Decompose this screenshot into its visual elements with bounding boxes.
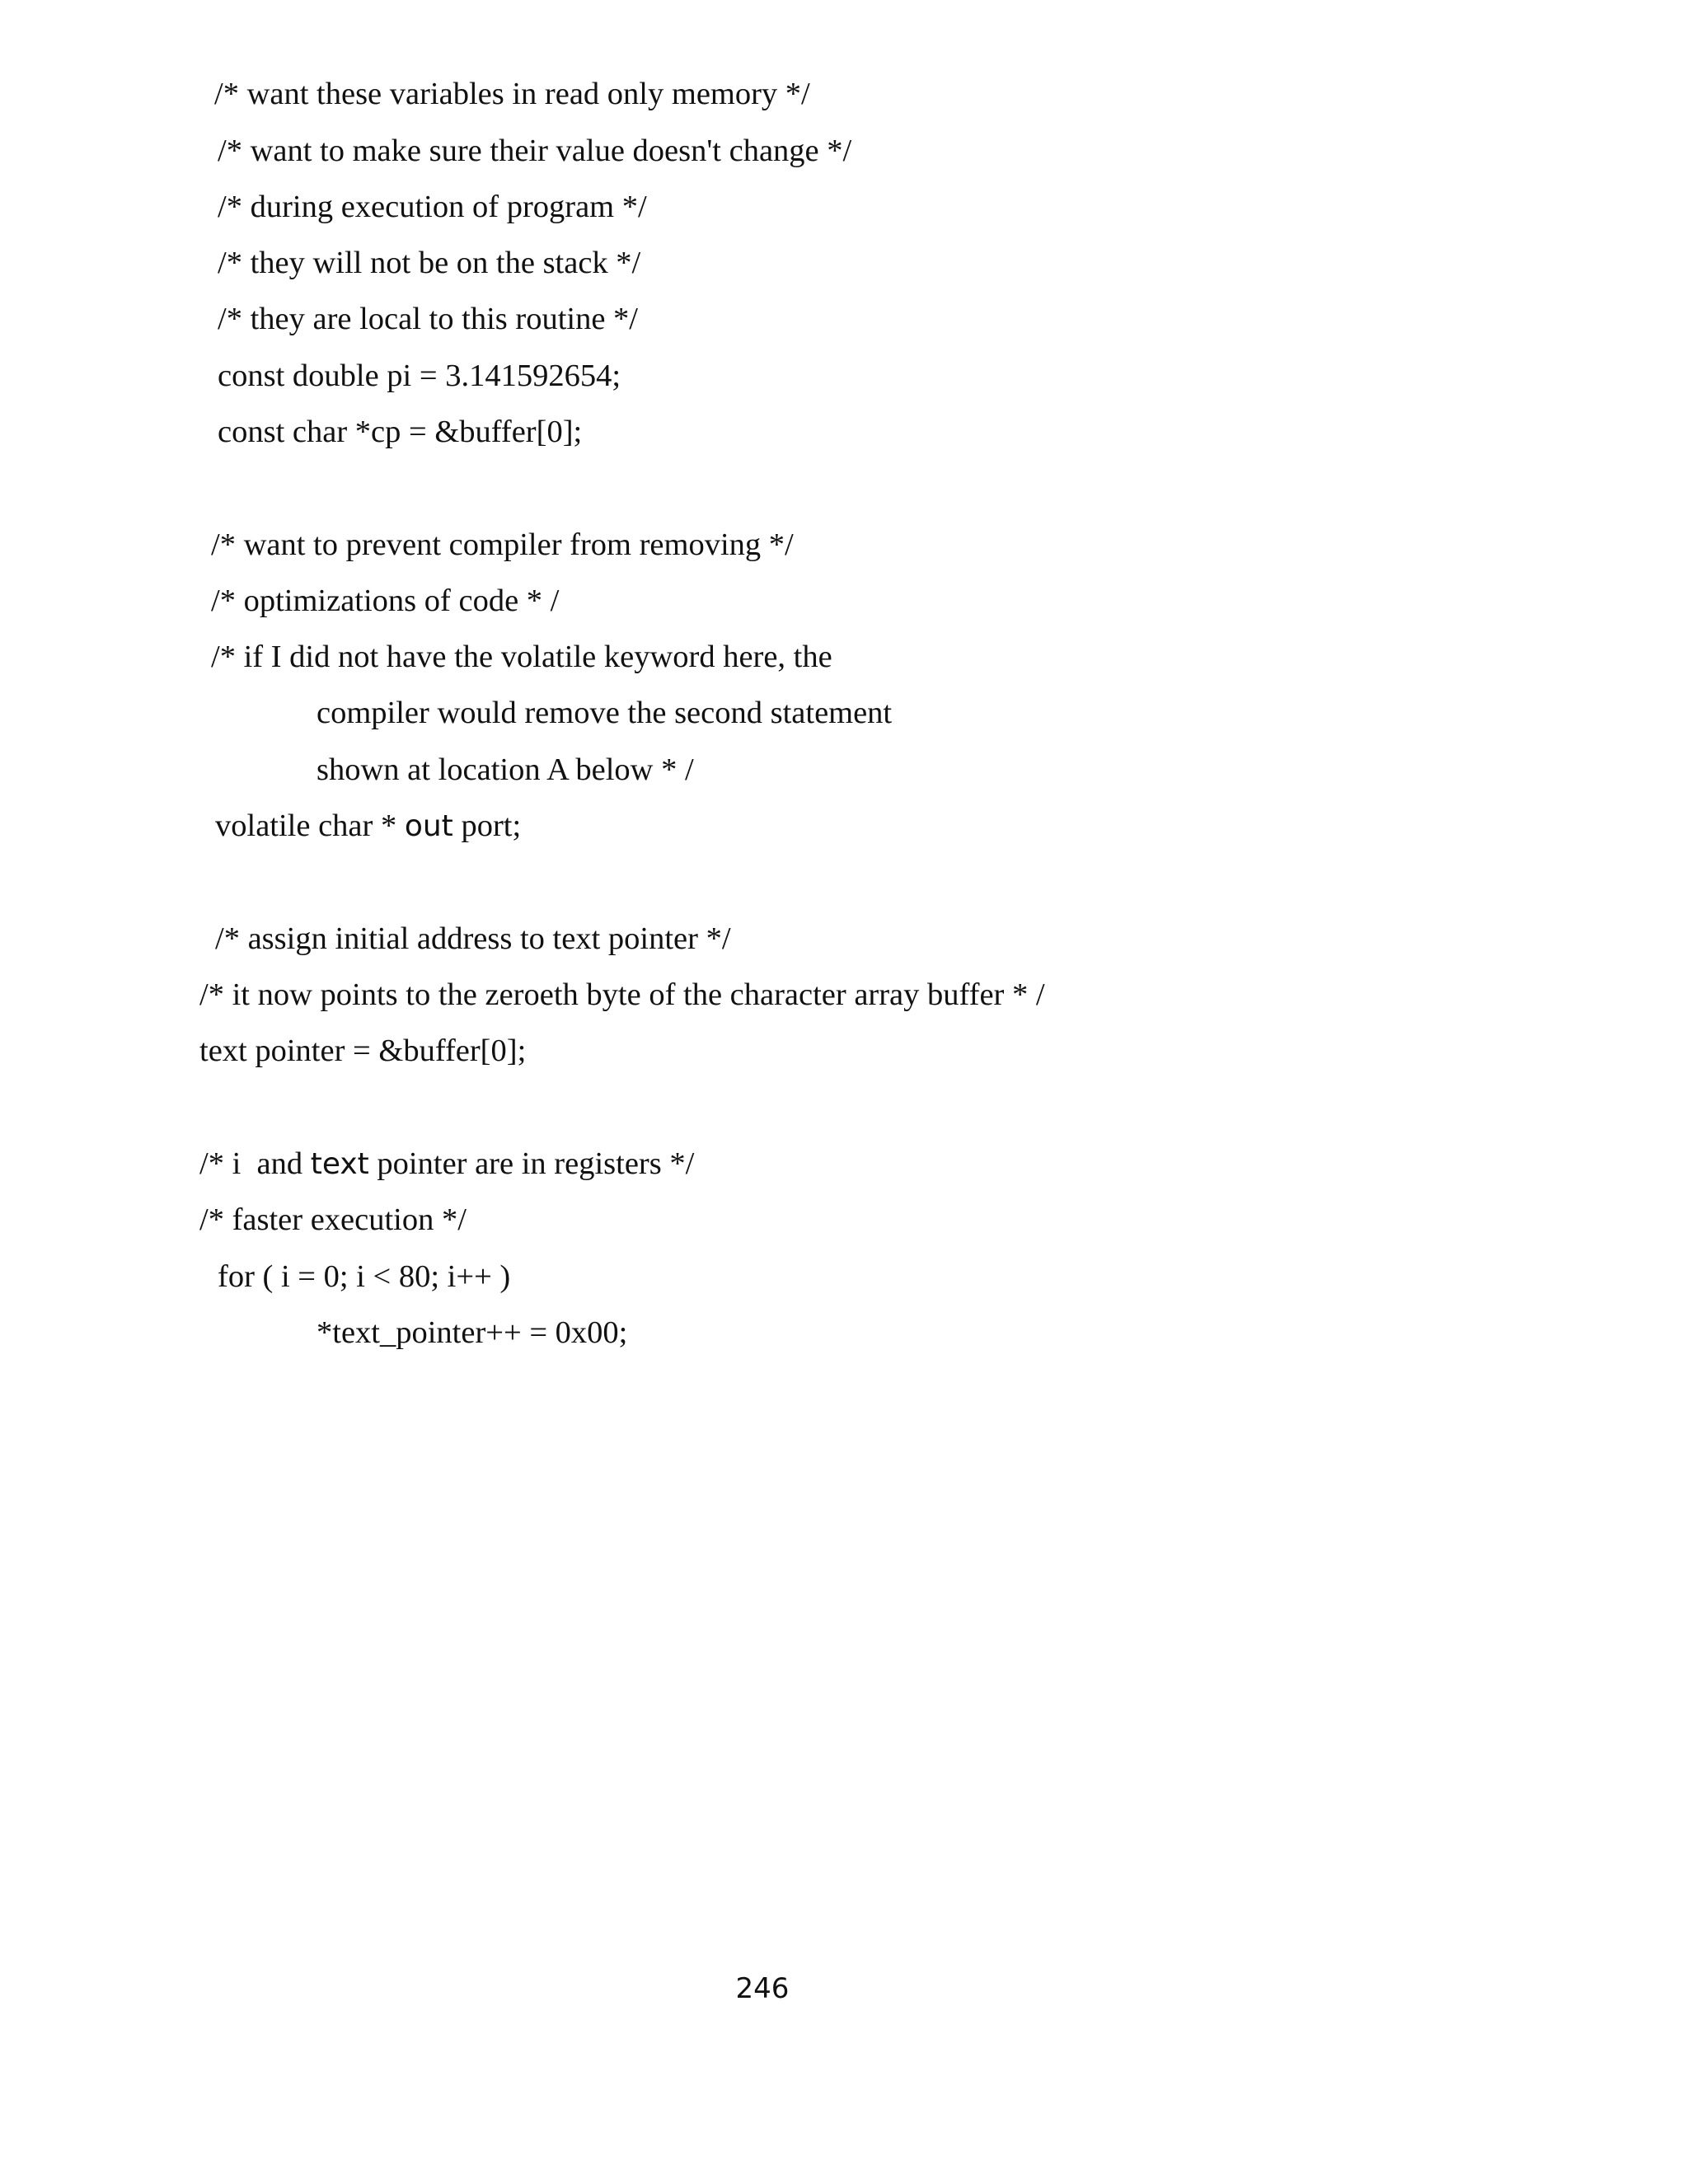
registers-line-end: pointer are in registers */ <box>368 1146 695 1181</box>
code-line-1: /* want these variables in read only memory */ <box>214 77 810 111</box>
code-line-18: *text_pointer++ = 0x00; <box>316 1315 628 1350</box>
code-line-10: /* if I did not have the volatile keyword here, the <box>211 640 832 674</box>
volatile-line-start: volatile char * <box>215 808 405 843</box>
code-line-volatile <box>215 810 521 842</box>
code-line-9: /* optimizations of code * / <box>211 583 560 618</box>
code-line-3: /* during execution of program */ <box>218 190 647 224</box>
registers-line-word: text <box>310 1147 369 1181</box>
code-line-14: /* it now points to the zeroeth byte of the character array buffer * / <box>199 977 1045 1012</box>
code-line-2: /* want to make sure their value doesn't change */ <box>218 134 852 168</box>
code-line-registers <box>199 1148 694 1180</box>
code-line-11: compiler would remove the second statement <box>316 696 893 730</box>
code-line-13: /* assign initial address to text pointer */ <box>215 921 731 956</box>
registers-line-start: /* i and <box>199 1146 311 1181</box>
code-line-16: /* faster execution */ <box>199 1202 467 1237</box>
code-line-12: shown at location A below * / <box>316 752 694 787</box>
code-line-4: /* they will not be on the stack */ <box>218 246 641 280</box>
volatile-line-word: out <box>404 809 453 843</box>
page-number: 246 <box>735 1972 790 2005</box>
code-line-8: /* want to prevent compiler from removing */ <box>211 527 794 562</box>
code-line-17: for ( i = 0; i < 80; i++ ) <box>218 1259 511 1294</box>
code-line-15: text pointer = &buffer[0]; <box>199 1033 527 1068</box>
code-line-5: /* they are local to this routine */ <box>218 302 638 336</box>
code-line-7: const char *cp = &buffer[0]; <box>218 415 583 449</box>
volatile-line-end: port; <box>452 808 522 843</box>
code-line-6: const double pi = 3.141592654; <box>218 359 621 393</box>
